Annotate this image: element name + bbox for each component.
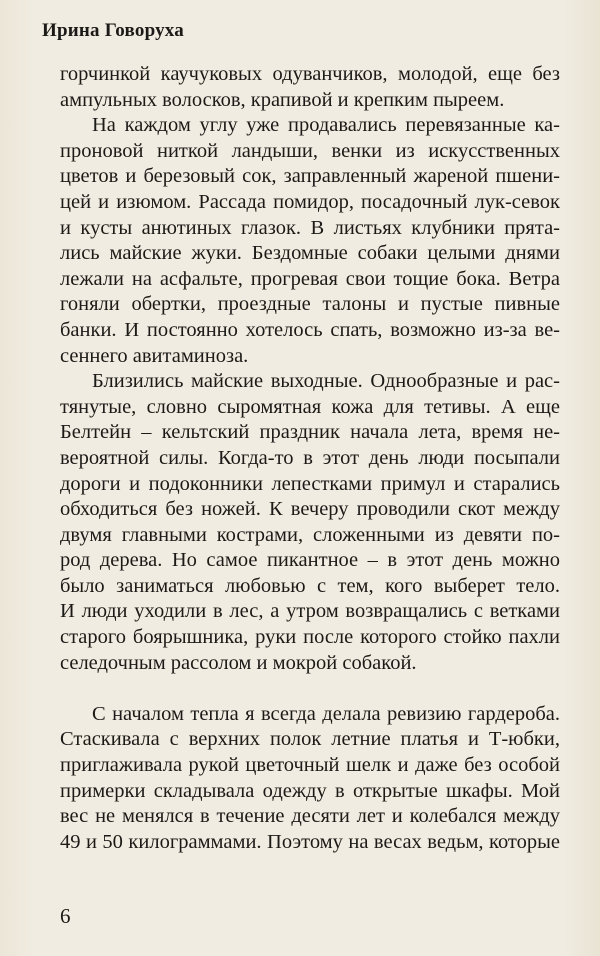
text-line: банки. И постоянно хотелось спать, возможно из-за ве- (60, 318, 560, 341)
text-line: двумя главными кострами, сложенными из девяти по- (60, 523, 560, 546)
text-line: Стаскивала с верхних полок летние платья и Т-юбки, (60, 728, 560, 751)
running-head-author: Ирина Говоруха (42, 20, 184, 41)
text-line: горчинкой каучуковых одуванчиков, молодой, еще без (60, 63, 560, 85)
text-line: обходиться без ножей. К вечеру проводили скот между (60, 498, 560, 521)
text-line: ампульных волосков, крапивой и крепким пыреем. (60, 88, 505, 111)
text-line: Близились майские выходные. Однообразные и рас- (92, 370, 560, 393)
text-line: тянутые, словно сыромятная кожа для тетивы. А еще (60, 395, 560, 418)
page-number: 6 (60, 904, 71, 928)
text-line: было заниматься любовью с тем, кого выберет тело. (60, 574, 560, 597)
text-line: вес не менялся в течение десяти лет и колебался между (60, 805, 560, 828)
text-line: С началом тепла я всегда делала ревизию гардероба. (92, 702, 560, 725)
text-line: На каждом углу уже продавались перевязанные ка- (92, 114, 560, 137)
body-text (60, 62, 560, 855)
text-line: старого боярышника, руки после которого стойко пахли (60, 626, 560, 649)
text-line: вероятной силы. Когда-то в этот день люди посыпали (60, 446, 560, 469)
text-line: 49 и 50 килограммами. Поэтому на весах ведьм, которые (60, 830, 560, 853)
text-line: И люди уходили в лес, а утром возвращались с ветками (60, 600, 560, 623)
text-line: лежали на асфальте, прогревая свои тощие бока. Ветра (60, 267, 560, 290)
text-line: лись майские жуки. Бездомные собаки целыми днями (60, 242, 560, 265)
text-line: селедочным рассолом и мокрой собакой. (60, 651, 417, 674)
text-line: род дерева. Но самое пикантное – в этот день можно (60, 549, 560, 572)
text-line: Белтейн – кельтский праздник начала лета, время не- (60, 421, 560, 444)
text-line: приглаживала рукой цветочный шелк и даже без особой (60, 754, 560, 777)
text-line: цветов и березовый сок, заправленный жареной пшени- (60, 165, 560, 188)
text-line: цей и изюмом. Рассада помидор, посадочный лук-севок (60, 190, 560, 213)
text-line: и кусты анютиных глазок. В листьях клубники прята- (60, 216, 560, 239)
text-line: сеннего авитаминоза. (60, 344, 249, 367)
section-break (60, 676, 560, 702)
text-line: гоняли обертки, проездные талоны и пустые пивные (60, 293, 560, 316)
text-line: примерки складывала одежду в открытые шкафы. Мой (60, 779, 560, 802)
text-line: проновой ниткой ландыши, венки из искусственных (60, 139, 560, 162)
text-line: дороги и подоконники лепестками примул и старались (60, 472, 560, 495)
